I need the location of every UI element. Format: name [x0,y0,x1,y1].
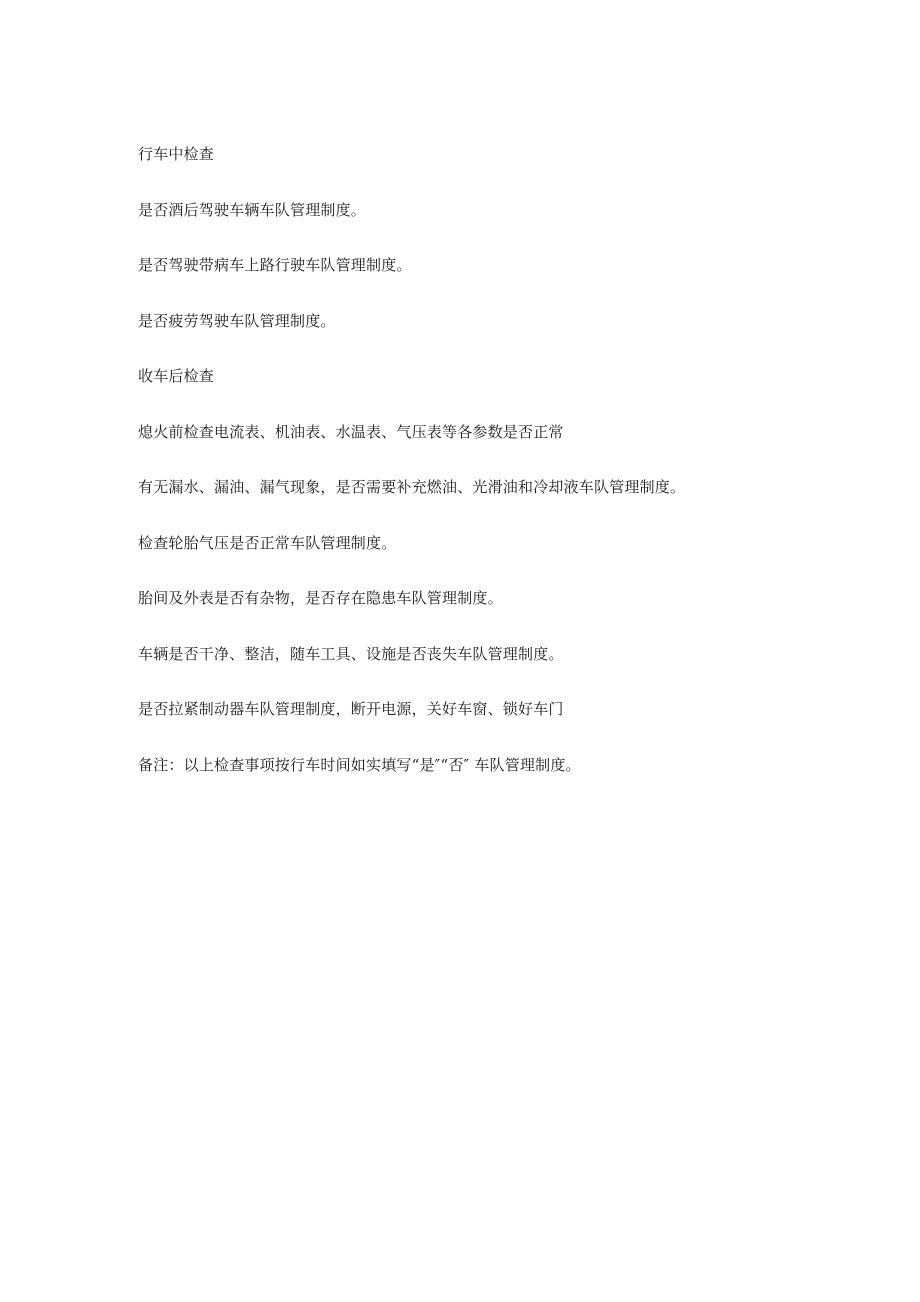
check-item-leaks: 有无漏水、漏油、漏气现象，是否需要补充燃油、光滑油和冷却液车队管理制度。 [138,478,686,496]
check-item-drunk-driving: 是否酒后驾驶车辆车队管理制度。 [138,200,367,219]
check-item-tire-pressure: 检查轮胎气压是否正常车队管理制度。 [138,533,397,552]
remarks-note: 备注：以上检查事项按行车时间如实填写“是″“否″ 车队管理制度。 [138,755,581,774]
document-body [138,143,838,809]
check-item-cleanliness: 车辆是否干净、整洁，随车工具、设施是否丧失车队管理制度。 [138,644,564,663]
check-item-faulty-vehicle: 是否驾驶带病车上路行驶车队管理制度。 [138,256,412,274]
check-item-tire-debris: 胎间及外表是否有杂物，是否存在隐患车队管理制度。 [138,589,503,607]
section-heading-after-return-check: 收车后检查 [138,367,215,385]
check-item-gauges: 熄火前检查电流表、机油表、水温表、气压表等各参数是否正常 [138,422,564,441]
check-item-parking-brake: 是否拉紧制动器车队管理制度，断开电源，关好车窗、锁好车门 [138,700,564,718]
check-item-fatigue-driving: 是否疲劳驾驶车队管理制度。 [138,311,336,330]
section-heading-driving-check: 行车中检查 [138,145,215,163]
